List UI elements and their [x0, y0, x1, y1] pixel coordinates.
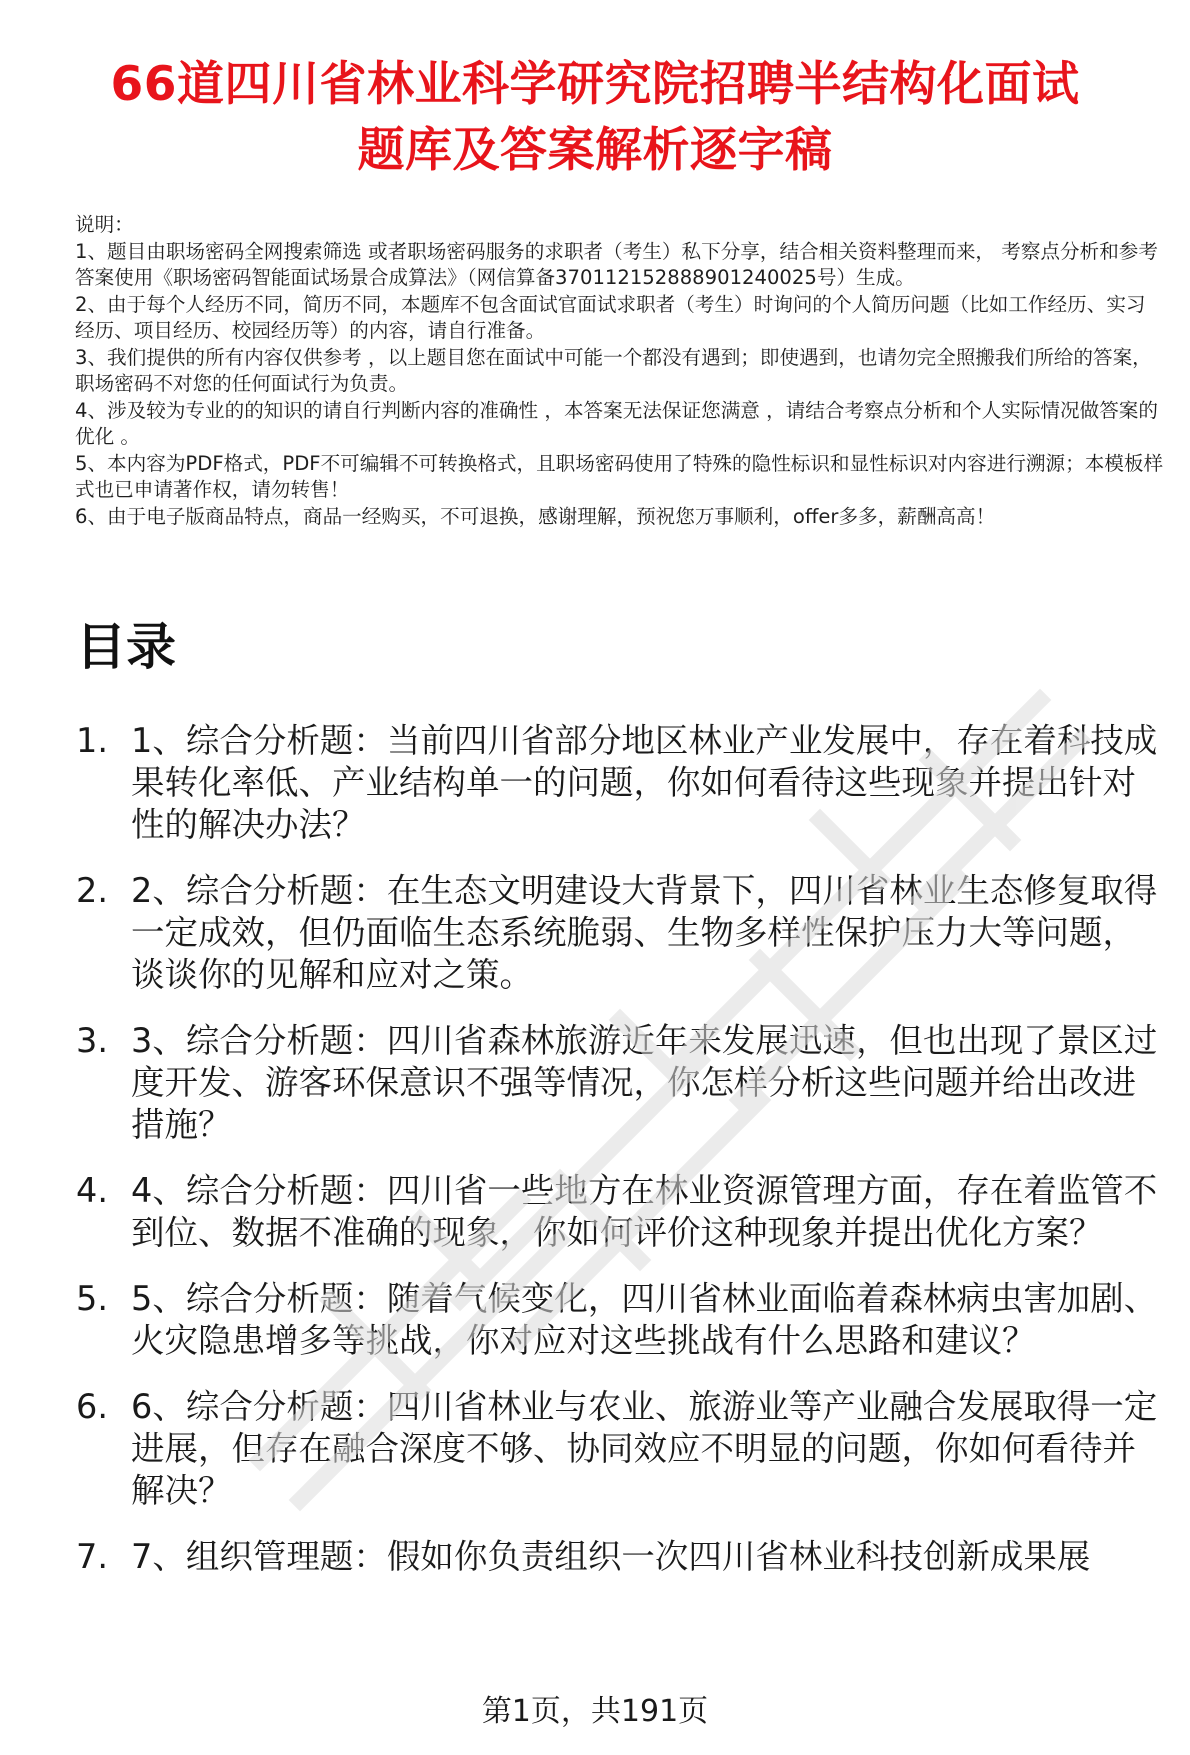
toc-item-text: 6、综合分析题：四川省林业与农业、旅游业等产业融合发展取得一定进展，但存在融合深度不够、协同效应不明显的问题，你如何看待并解决？: [131, 1387, 1158, 1510]
document-title: [60, 52, 1130, 184]
notes-section: [75, 212, 1165, 530]
toc-item[interactable]: [76, 1170, 1166, 1254]
toc-item-number: 3.: [76, 1021, 108, 1060]
toc-item-number: 6.: [76, 1387, 108, 1426]
toc-item-number: 4.: [76, 1171, 108, 1210]
toc-item[interactable]: [76, 1386, 1166, 1512]
toc-item-number: 2.: [76, 871, 108, 910]
note-item: 4、涉及较为专业的的知识的请自行判断内容的准确性 ，本答案无法保证您满意 ，请结合考察点分析和个人实际情况做答案的优化 。: [75, 398, 1158, 448]
toc-item-number: 1.: [76, 721, 108, 760]
notes-heading: 说明：: [75, 213, 134, 236]
toc-item-text: 2、综合分析题：在生态文明建设大背景下，四川省林业生态修复取得一定成效，但仍面临生态系统脆弱、生物多样性保护压力大等问题，谈谈你的见解和应对之策。: [131, 871, 1158, 994]
toc-heading: 目录: [76, 618, 176, 676]
note-item: 2、由于每个人经历不同，简历不同，本题库不包含面试官面试求职者（考生）时询问的个人简历问题（比如工作经历、实习经历、项目经历、校园经历等）的内容，请自行准备。: [75, 292, 1146, 342]
page-footer: 第1页，共191页: [481, 1694, 709, 1729]
toc-item-text: 7、组织管理题：假如你负责组织一次四川省林业科技创新成果展: [131, 1537, 1091, 1576]
table-of-contents: [76, 720, 1166, 1602]
toc-item-text: 5、综合分析题：随着气候变化，四川省林业面临着森林病虫害加剧、火灾隐患增多等挑战，你对应对这些挑战有什么思路和建议？: [131, 1279, 1158, 1360]
note-item: 5、本内容为PDF格式，PDF不可编辑不可转换格式，且职场密码使用了特殊的隐性标识和显性标识对内容进行溯源；本模板样式也已申请著作权，请勿转售！: [75, 451, 1164, 501]
toc-item[interactable]: [76, 1020, 1166, 1146]
toc-item-text: 1、综合分析题：当前四川省部分地区林业产业发展中，存在着科技成果转化率低、产业结构单一的问题，你如何看待这些现象并提出针对性的解决办法？: [131, 721, 1158, 844]
toc-item-number: 7.: [76, 1537, 108, 1576]
toc-item-text: 4、综合分析题：四川省一些地方在林业资源管理方面，存在着监管不到位、数据不准确的现象，你如何评价这种现象并提出优化方案？: [131, 1171, 1158, 1252]
note-item: 3、我们提供的所有内容仅供参考 ，以上题目您在面试中可能一个都没有遇到；即使遇到，也请勿完全照搬我们所给的答案，职场密码不对您的任何面试行为负责。: [75, 345, 1152, 395]
note-item: 6、由于电子版商品特点，商品一经购买，不可退换，感谢理解，预祝您万事顺利，offer多多，薪酬高高！: [75, 504, 996, 528]
toc-item[interactable]: [76, 1278, 1166, 1362]
toc-item-text: 3、综合分析题：四川省森林旅游近年来发展迅速，但也出现了景区过度开发、游客环保意识不强等情况，你怎样分析这些问题并给出改进措施？: [131, 1021, 1158, 1144]
toc-item-number: 5.: [76, 1279, 108, 1318]
title-line-1: 66道四川省林业科学研究院招聘半结构化面试: [110, 57, 1080, 112]
title-line-2: 题库及答案解析逐字稿: [357, 123, 833, 178]
toc-item[interactable]: [76, 1536, 1166, 1578]
toc-item[interactable]: [76, 870, 1166, 996]
note-item: 1、题目由职场密码全网搜索筛选 或者职场密码服务的求职者（考生）私下分享，结合相关资料整理而来， 考察点分析和参考答案使用《职场密码智能面试场景合成算法》（网信算备370112152888901240025号）生成。: [75, 239, 1158, 289]
toc-item[interactable]: [76, 720, 1166, 846]
